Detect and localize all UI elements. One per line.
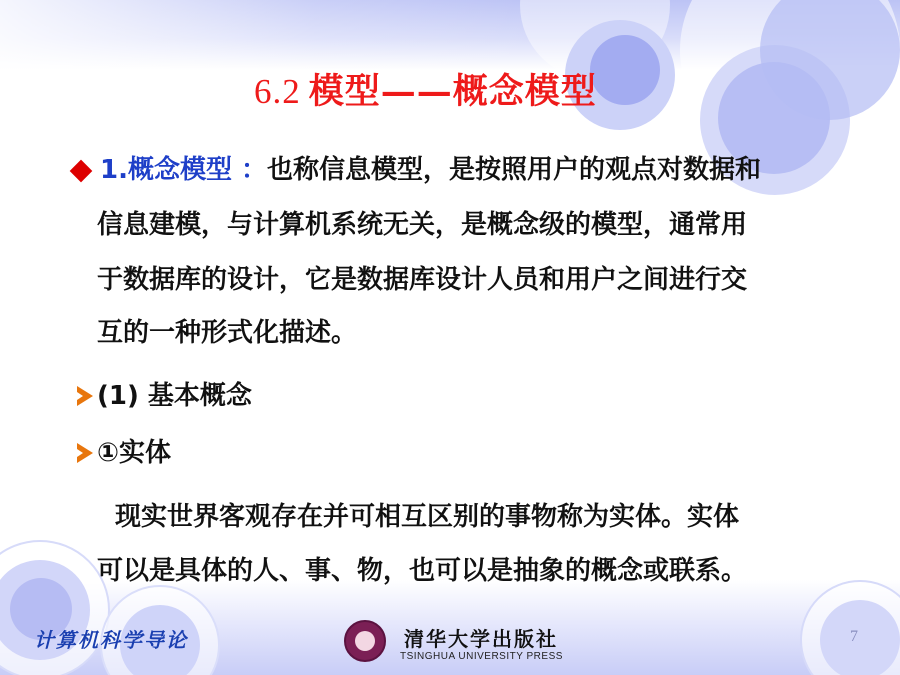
tsinghua-press-logo: [344, 620, 386, 662]
slide-title: [254, 62, 597, 122]
concept-model-term: 1.概念模型 ：: [100, 155, 268, 185]
title-number: 6.2: [254, 72, 301, 111]
decor-circle: [820, 600, 900, 675]
page-number: 7: [850, 628, 858, 645]
decor-circle: [590, 35, 660, 105]
diamond-bullet-icon: [70, 160, 93, 183]
entity-heading: ①实体: [97, 438, 172, 468]
arrow-bullet-icon: [77, 443, 93, 463]
para1-line2: 信息建模，与计算机系统无关，是概念级的模型，通常用: [97, 210, 748, 240]
para1-line1-text: 也称信息模型，是按照用户的观点对数据和: [267, 155, 762, 185]
title-text: 模型——概念模型: [308, 71, 597, 112]
publisher-name-cn: 清华大学出版社: [404, 627, 558, 651]
publisher-name-en: TSINGHUA UNIVERSITY PRESS: [400, 651, 563, 662]
para1-line3: 于数据库的设计，它是数据库设计人员和用户之间进行交: [97, 265, 748, 295]
basic-concept-heading: (1) 基本概念: [97, 381, 252, 411]
course-name: 计算机科学导论: [34, 628, 188, 652]
para1-line4: 互的一种形式化描述。: [97, 318, 358, 348]
entity-definition-line2: 可以是具体的人、事、物，也可以是抽象的概念或联系。: [97, 556, 748, 586]
para1-line1: [100, 155, 761, 185]
arrow-bullet-icon: [77, 386, 93, 406]
entity-definition-line1: 现实世界客观存在并可相互区别的事物称为实体。实体: [115, 502, 740, 532]
